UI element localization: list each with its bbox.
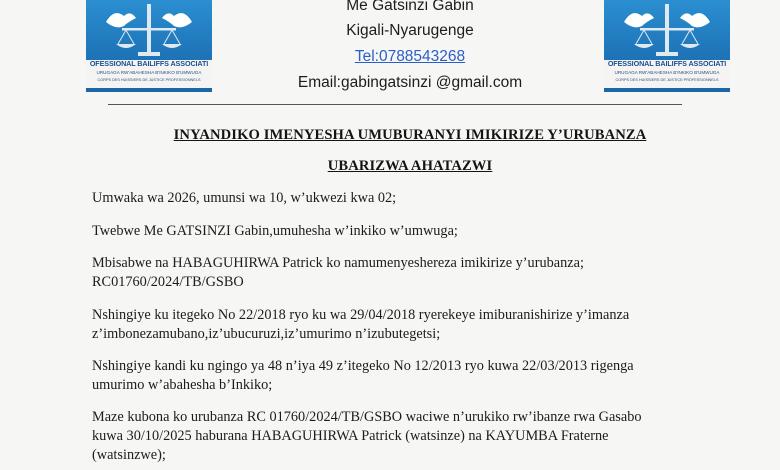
document-title-line1: INYANDIKO IMENYESHA UMUBURANYI IMIKIRIZE Y’URUBANZA <box>173 127 647 143</box>
phone-link[interactable]: Tel:0788543268 <box>354 48 466 65</box>
document-title-line2: UBARIZWA AHATAZWI <box>327 158 493 174</box>
logo-kinyarwanda-text: URUGAGA RW'ABAHESHA B'INKIKO B'UMWUGA <box>614 70 720 75</box>
logo-kinyarwanda-text: URUGAGA RW'ABAHESHA B'INKIKO B'UMWUGA <box>96 70 202 75</box>
email-address: Email:gabingatsinzi @gmail.com <box>297 74 523 91</box>
paragraph-date: Umwaka wa 2026, umunsi wa 10, w’ukwezi kwa 02; <box>92 190 397 206</box>
header-divider <box>108 104 682 105</box>
logo-name-text: OFESSIONAL BAILIFFS ASSOCIATI <box>89 59 209 68</box>
paragraph-law-2013: Nshingiye kandi ku ngingo ya 48 n’iya 49 z’itegeko No 12/2013 ryo kuwa 22/03/2013 rigenga umurimo w’abahesha b’Inkiko; <box>92 358 634 393</box>
logo-name-text: OFESSIONAL BAILIFFS ASSOCIATI <box>607 59 727 68</box>
logo-french-text: CORPS DES HUISSIERS DE JUSTICE PROFESSIONNELS <box>615 78 719 82</box>
bailiff-name: Me Gatsinzi Gabin <box>346 0 474 14</box>
bailiff-location: Kigali-Nyarugenge <box>346 22 474 39</box>
paragraph-bailiff: Twebwe Me GATSINZI Gabin,umuhesha w’inkiko w’umwuga; <box>92 223 458 239</box>
paragraph-request: Mbisabwe na HABAGUHIRWA Patrick ko namumenyeshereza imikirize y’urubanza; RC01760/2024/TB/GSBO <box>92 255 584 290</box>
scales-doves-emblem-icon <box>604 0 730 62</box>
association-logo-right <box>604 0 730 92</box>
paragraph-case: Maze kubona ko urubanza RC 01760/2024/TB/GSBO waciwe n’urukiko rw’ibanze rwa Gasabo kuwa 30/10/2025 haburana HABAGUHIRWA Patrick (watsinze) na KAYUMBA Fraterne (watsinzwe); <box>92 409 642 463</box>
scales-doves-emblem-icon <box>86 0 212 62</box>
paragraph-law-2018: Nshingiye ku itegeko No 22/2018 ryo ku wa 29/04/2018 ryerekeye imiburanishirize y’imanza z’imbonezamubano,iz’ubucuruzi,iz’umurimo n’izubutegetsi; <box>92 307 630 342</box>
logo-french-text: CORPS DES HUISSIERS DE JUSTICE PROFESSIONNELS <box>97 78 201 82</box>
association-logo-left <box>86 0 212 92</box>
